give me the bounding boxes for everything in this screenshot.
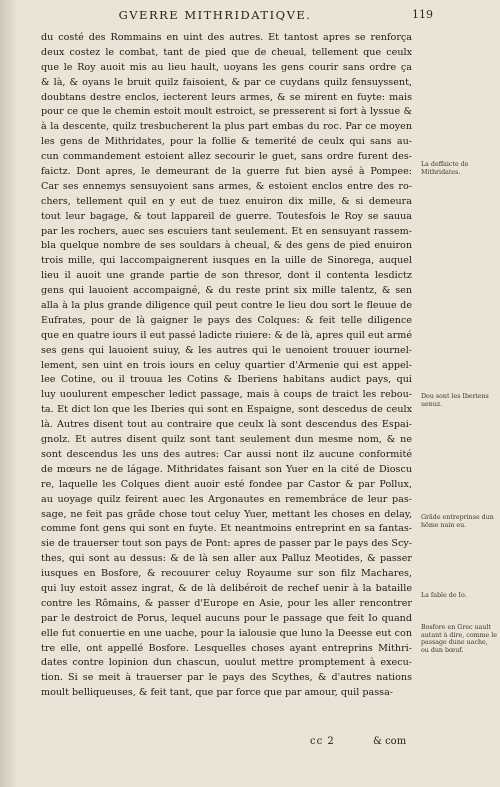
text-line: sont descendus les uns des autres: Car aussi nont ilz aucune conformité	[41, 448, 412, 460]
text-line: les gens de Mithridates, pour la follie & temerité de ceulx qui sans au-	[41, 136, 412, 148]
text-line: elle fut conuertie en une uache, pour la ialousie que luno la Deesse eut con	[41, 627, 412, 639]
text-line: alla à la plus grande diligence quil peut contre le lieu dou sort le fleuue de	[41, 300, 412, 312]
text-line: ta. Et dict lon que les Iberies qui sont en Espaigne, sont descedus de ceulx	[41, 404, 412, 416]
text-line: au uoyage quilz feirent auec les Argonautes en remembráce de leur pas-	[41, 493, 412, 505]
text-line: doubtans destre enclos, iecterent leurs armes, & se mirent en fuyte: mais	[41, 91, 412, 103]
text-line: faictz. Dont apres, le demeurant de la guerre fut bien aysé à Pompee:	[41, 166, 412, 178]
text-line: cun commandement estoient allez secourir le guet, sans ordre furent des-	[41, 151, 412, 163]
text-line: tre elle, ont appellé Bosfore. Lesquelles choses ayant entreprins Mithri-	[41, 642, 412, 654]
text-line: dates contre lopinion dun chascun, uoulut mettre promptement à execu-	[41, 657, 412, 669]
text-line: contre les Rõmains, & passer d'Europe en Asie, pour les aller rencontrer	[41, 597, 412, 609]
running-title: GVERRE MITHRIDATIQVE.	[118, 8, 312, 22]
margin-note-entreprinse: Grãde entreprinse dun hõme nain eu.	[421, 514, 494, 529]
margin-note-iberiens: Dou sont les Iberiens uenuz.	[421, 393, 489, 408]
text-line: chers, tellement quil en y eut de tuez enuiron dix mille, & si demeura	[41, 195, 412, 207]
page-number: 119	[412, 8, 433, 21]
gutter-shadow	[0, 0, 18, 787]
text-line: lieu il auoit une grande partie de son thresor, dont il contenta lesdictz	[41, 270, 412, 282]
text-line: gens qui lauoient accompaigné, & du reste print six mille talentz, & sen	[41, 285, 412, 297]
text-line: comme font gens qui sont en fuyte. Et neantmoins entreprint en sa fantas-	[41, 523, 412, 535]
text-line: de mœurs ne de lágage. Mithridates faisant son Yuer en la cité de Dioscu	[41, 463, 412, 475]
text-line: que en quatre iours il eut passé ladicte riuiere: & de là, apres quil eut armé	[41, 329, 412, 341]
text-line: thes, qui sont au dessus: & de là sen aller aux Palluz Meotides, & passer	[41, 553, 412, 565]
text-line: par le destroict de Porus, lequel aucuns pour le passage que feit Io quand	[41, 612, 412, 624]
text-line: Eufrates, pour de là gaigner le pays des Colques: & feit telle diligence	[41, 314, 412, 326]
text-line: que le Roy auoit mis au lieu hault, uoyans les gens courir sans ordre ça	[41, 61, 412, 73]
text-line: iusques en Bosfore, & recouurer celuy Royaume sur son filz Machares,	[41, 568, 412, 580]
text-line: lement, sen uint en trois iours en celuy quartier d'Armenie qui est appel-	[41, 359, 412, 371]
text-line: par les rochers, auec ses escuiers tant seulement. Et en sensuyant rassem-	[41, 225, 412, 237]
text-line: moult belliqueuses, & feit tant, que par force que par amour, quil passa-	[41, 687, 394, 699]
main-text-column	[41, 31, 412, 701]
text-line: re, laquelle les Colques dient auoir esté fondee par Castor & par Pollux,	[41, 478, 412, 490]
text-line: luy uoulurent empescher ledict passage, mais à coups de traict les rebou-	[41, 389, 412, 401]
margin-note-io: La fable de Io.	[421, 592, 467, 599]
text-line: tion. Si se meit à trauerser par le pays des Scythes, & d'autres nations	[41, 672, 412, 684]
text-line: tout leur bagage, & tout lappareil de guerre. Toutesfois le Roy se sauua	[41, 210, 412, 222]
text-line: deux costez le combat, tant de pied que de cheual, tellement que ceulx	[41, 46, 412, 58]
text-line: à la descente, quilz tresbucherent la plus part embas du roc. Par ce moyen	[41, 121, 412, 133]
text-line: du costé des Rommains en uint des autres. Et tantost apres se renforça	[41, 32, 412, 43]
signature-mark: cc 2	[310, 736, 335, 747]
text-line: là. Autres disent tout au contraire que ceulx là sont descendus des Espai-	[41, 419, 412, 431]
margin-note-bosfore: Bosfore en Grec uault autant à dire, comme le passage dune uache, ou dun bœuf.	[421, 624, 497, 654]
text-line: Car ses ennemys sensuyoient sans armes, & estoient enclos entre des ro-	[41, 180, 412, 192]
text-line: pour ce que le chemin estoit moult estroict, se presserent si fort à lyssue &	[41, 106, 412, 118]
text-line: sage, ne feit pas grãde chose tout celuy Yuer, mettant les choses en delay,	[41, 508, 412, 520]
text-line: trois mille, qui laccompaignerent iusques en la uille de Sinorega, auquel	[41, 255, 412, 267]
margin-note-deffaicte: La deffaicte de Mithridates.	[421, 161, 469, 176]
text-line: bla quelque nombre de ses souldars à cheual, & des gens de pied enuiron	[41, 240, 412, 252]
text-line: gnolz. Et autres disent quilz sont tant seulement dun mesme nom, & ne	[41, 434, 412, 446]
text-line: lee Cotine, ou il trouua les Cotins & Iberiens habitans audict pays, qui	[41, 374, 412, 386]
text-line: qui luy estoit assez ingrat, & de là delibéroit de rechef uenir à la bataille	[41, 582, 412, 594]
text-line: & là, & oyans le bruit quilz faisoient, & par ce cuydans quilz fensuyssent,	[41, 76, 412, 88]
text-line: ses gens qui lauoient suiuy, & les autres qui le uenoient trouuer iournel-	[41, 344, 412, 356]
catchword: & com	[373, 736, 407, 747]
text-line: sie de trauerser tout son pays de Pont: apres de passer par le pays des Scy-	[41, 538, 412, 550]
